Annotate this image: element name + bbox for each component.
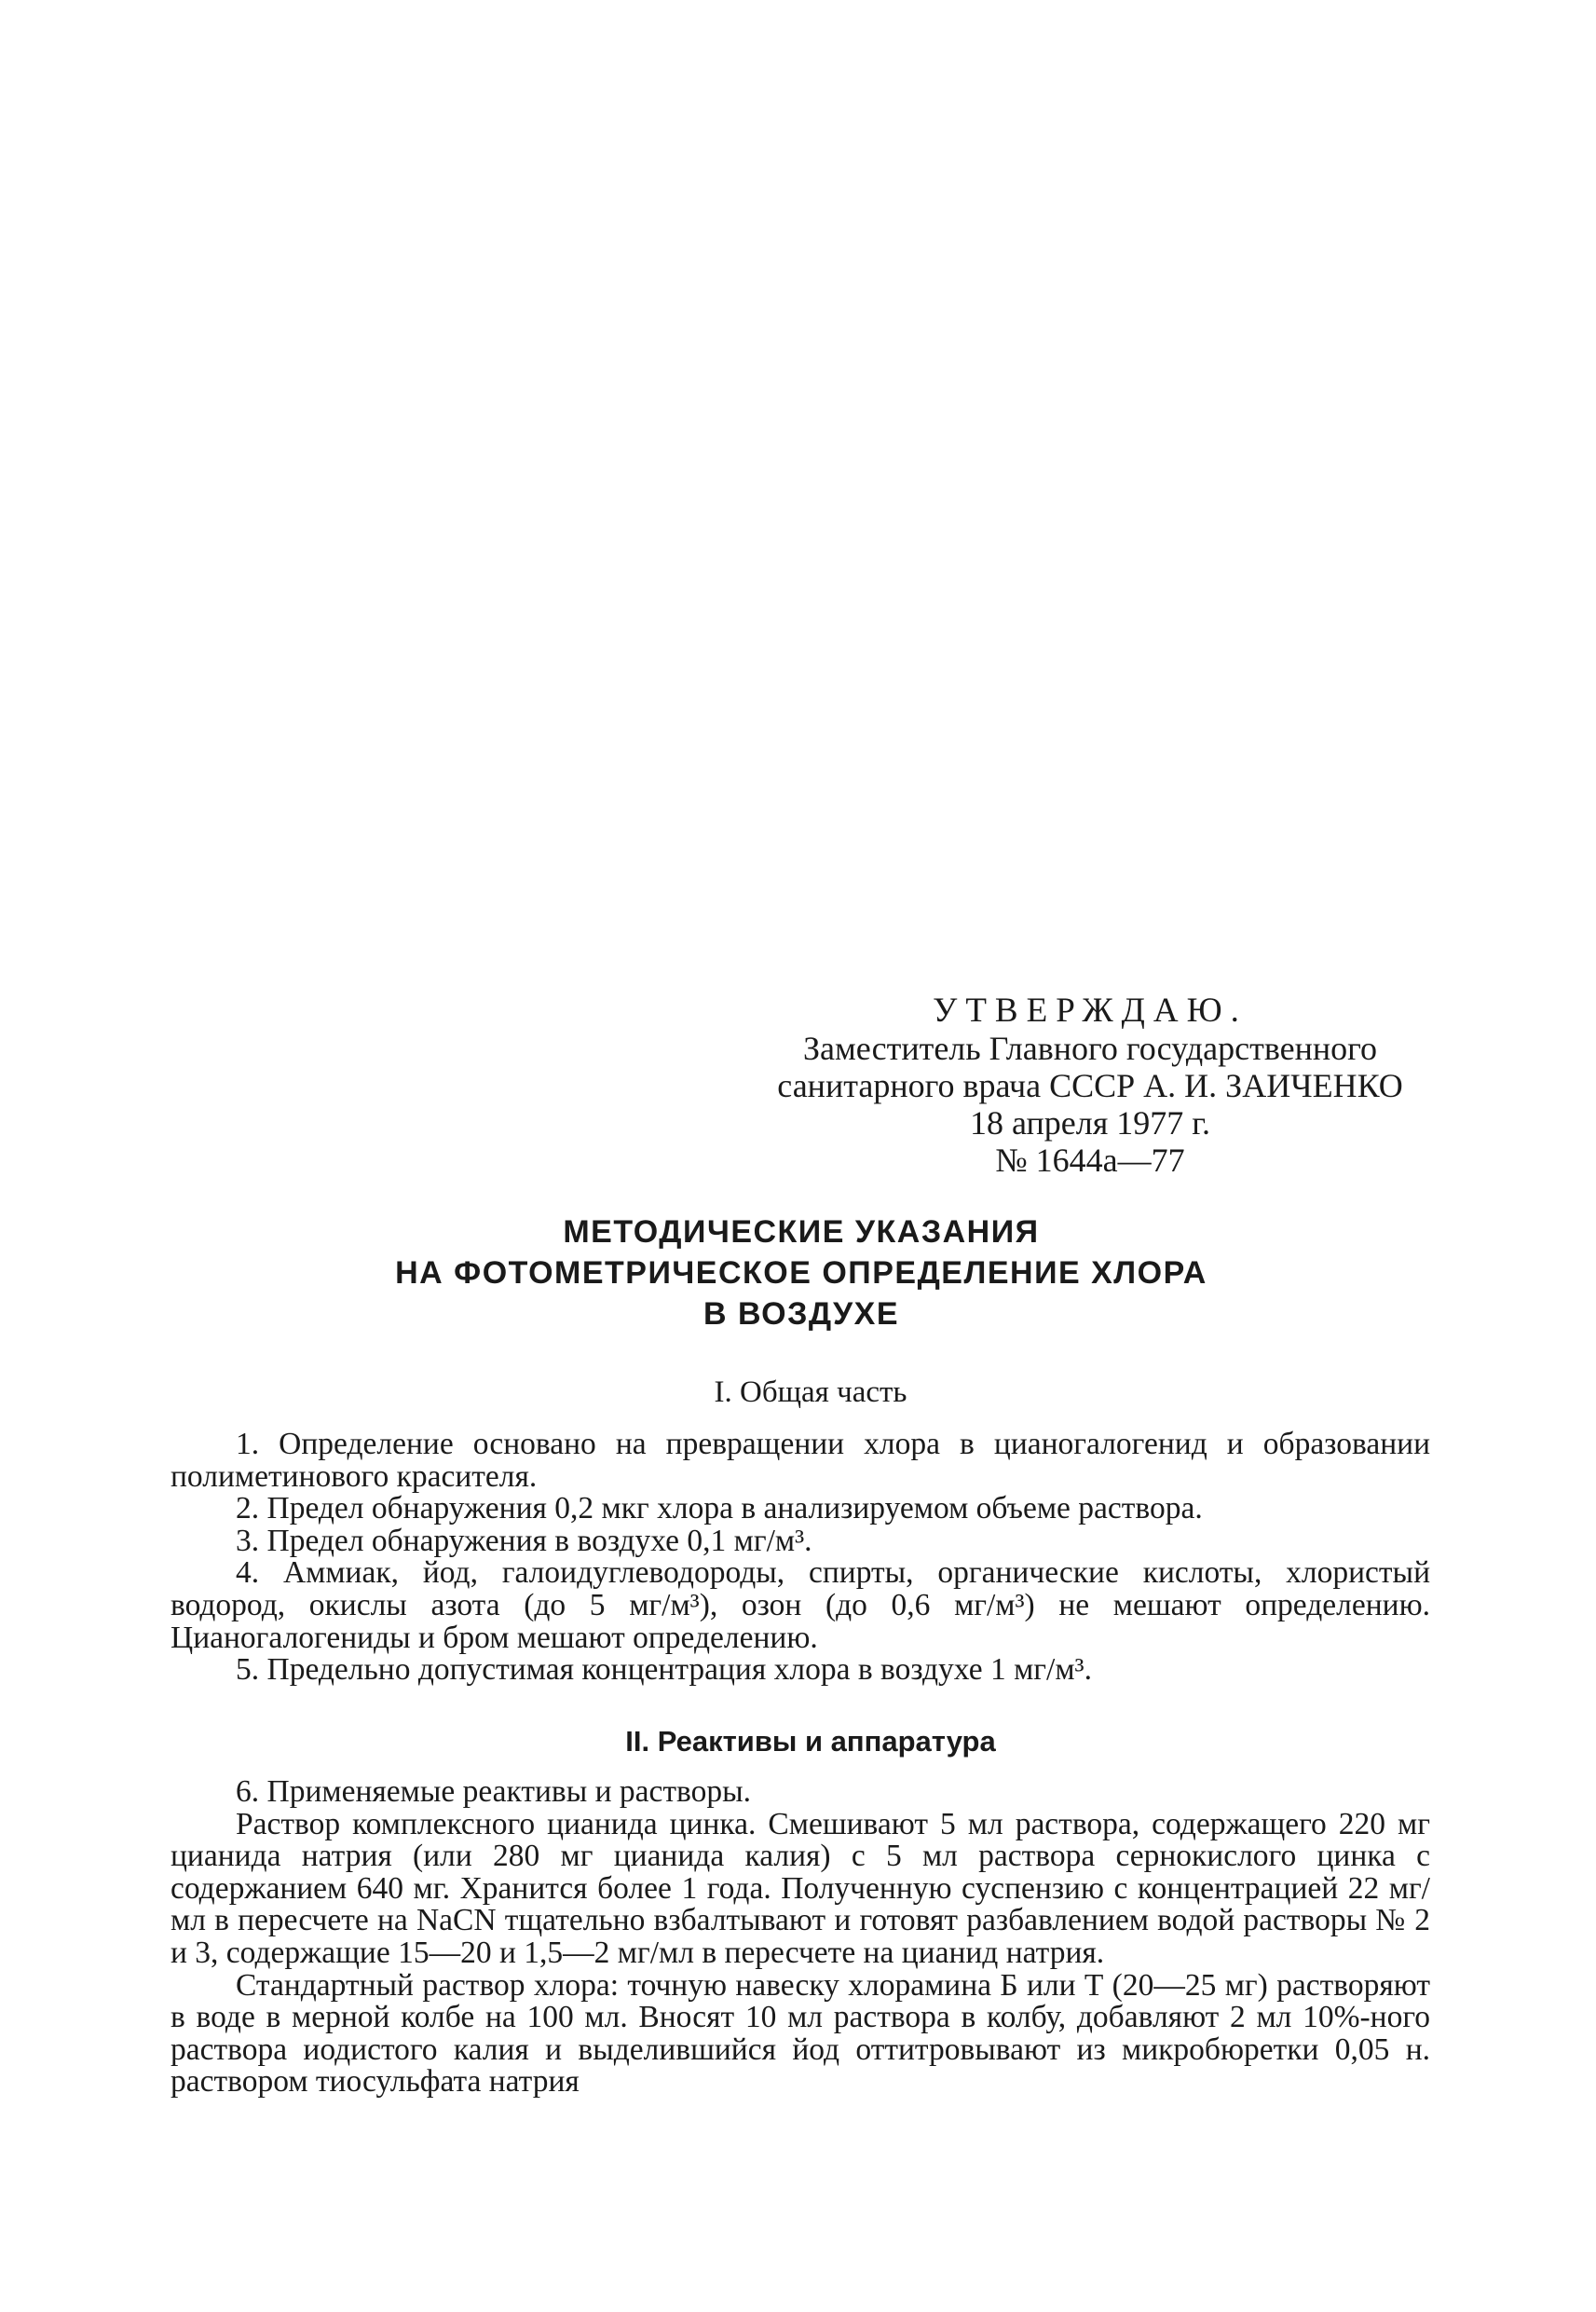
title-line: В ВОЗДУХЕ — [703, 1296, 900, 1332]
paragraph: 5. Предельно допустимая концентрация хлора в воздухе 1 мг/м³. — [236, 1652, 1092, 1688]
section-general-body — [171, 1429, 1430, 1687]
paragraph: 4. Аммиак, йод, галоидуглеводороды, спирты, органические кислоты, хлористый водород, окислы азота (до 5 мг/м³), озон (до 0,6 мг/м³) не мешают определению. Цианогалогениды и бром мешают определению. — [171, 1555, 1430, 1655]
paragraph: 1. Определение основано на превращении хлора в цианогалогенид и образовании полиметинового красителя. — [171, 1427, 1430, 1494]
section-reagents-body — [171, 1776, 1430, 2099]
section-heading-reagents: II. Реактивы и аппаратура — [625, 1725, 996, 1758]
approval-number: № 1644а—77 — [995, 1142, 1185, 1179]
approval-signatory: санитарного врача СССР А. И. ЗАИЧЕНКО — [777, 1067, 1403, 1104]
title-line: МЕТОДИЧЕСКИЕ УКАЗАНИЯ — [563, 1214, 1040, 1250]
approval-heading: УТВЕРЖДАЮ. — [933, 992, 1248, 1030]
paragraph: Стандартный раствор хлора: точную навеску хлорамина Б или Т (20—25 мг) растворяют в воде в мерной колбе на 100 мл. Вносят 10 мл раствора в колбу, добавляют 2 мл 10%-ного раствора иодистого калия и выделившийся йод оттитровывают из микробюретки 0,05 н. раствором тиосульфата натрия — [171, 1967, 1430, 2100]
approval-date: 18 апреля 1977 г. — [970, 1104, 1210, 1142]
paragraph: 2. Предел обнаружения 0,2 мкг хлора в анализируемом объеме раствора. — [236, 1491, 1203, 1526]
approval-block — [736, 992, 1444, 1179]
document-title — [242, 1211, 1360, 1334]
approval-position: Заместитель Главного государственного — [802, 1030, 1378, 1067]
title-line: НА ФОТОМЕТРИЧЕСКОЕ ОПРЕДЕЛЕНИЕ ХЛОРА — [395, 1255, 1207, 1291]
paragraph: Раствор комплексного цианида цинка. Смешивают 5 мл раствора, содержащего 220 мг цианида натрия (или 280 мг цианида калия) с 5 мл раствора сернокислого цинка с содержанием 640 мг. Хранится более 1 года. Полученную суспензию с концентрацией 22 мг/мл в пересчете на NaCN тщательно взбалтывают и готовят разбавлением водой растворы № 2 и 3, содержащие 15—20 и 1,5—2 мг/мл в пересчете на цианид натрия. — [171, 1806, 1430, 1970]
paragraph: 3. Предел обнаружения в воздухе 0,1 мг/м³. — [236, 1523, 812, 1558]
section-heading-general: I. Общая часть — [714, 1375, 907, 1409]
paragraph: 6. Применяемые реактивы и растворы. — [236, 1774, 751, 1809]
